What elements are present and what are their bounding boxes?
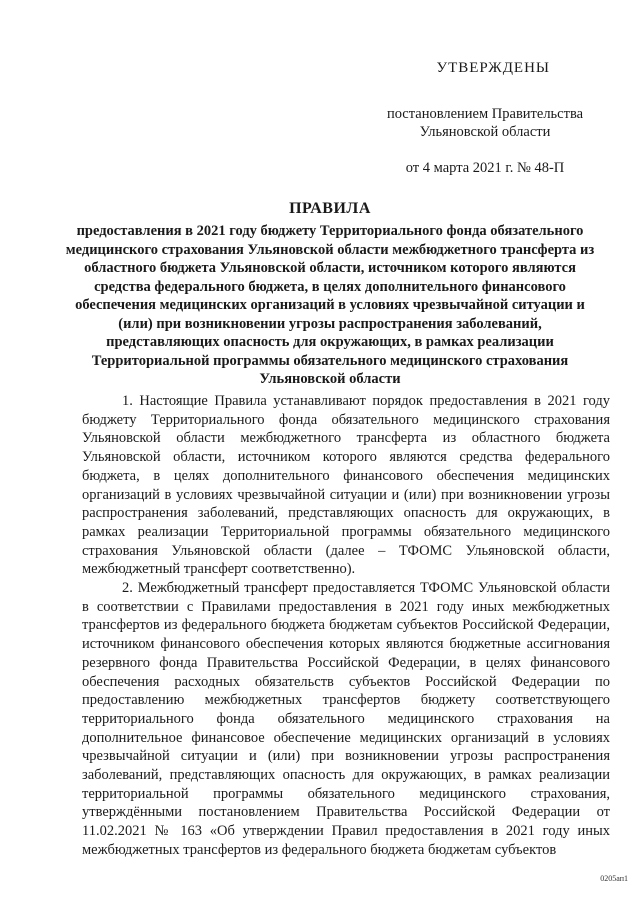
approval-block xyxy=(300,60,600,177)
paragraph-2: 2. Межбюджетный трансферт предоставляется ТФОМС Ульяновской области в соответствии с Правилами предоставления в 2021 году иных межбюджетных трансфертов из федерального бюджета бюджетам субъектов Российской Федерации, источником финансового обеспечения которых являются бюджетные ассигнования резервного фонда Правительства Российской Федерации, в целях финансового обеспечения расходных обязательств субъектов Российской Федерации по предоставлению межбюджетных трансфертов бюджету соответствующего территориального фонда обязательного медицинского страхования на дополнительное финансовое обеспечение медицинских организаций в условиях чрезвычайной ситуации и (или) при возникновении угрозы распространения заболеваний, представляющих опасность для окружающих, в рамках реализации территориальной программы обязательного медицинского страхования, утверждёнными постановлением Правительства Российской Федерации от 11.02.2021 № 163 «Об утверждении Правил предоставления в 2021 году иных межбюджетных трансфертов из федерального бюджета бюджетам субъектов xyxy=(82,580,610,858)
document-body xyxy=(82,392,610,860)
document-subtitle: предоставления в 2021 году бюджету Территориального фонда обязательного медицинского страхования Ульяновской области межбюджетного трансферта из областного бюджета Ульяновской области, источником которого являются средства федерального бюджета, в целях дополнительного финансового обеспечения медицинских организаций в условиях чрезвычайной ситуации и (или) при возникновении угрозы распространения заболеваний, представляющих опасность для окружающих, в рамках реализации Территориальной программы обязательного медицинского страхования Ульяновской области xyxy=(65,223,595,387)
paragraph-1: 1. Настоящие Правила устанавливают порядок предоставления в 2021 году бюджету Территориального фонда обязательного медицинского страхования Ульяновской области межбюджетного трансферта из областного бюджета Ульяновской области, источником которого являются средства федерального бюджета, в целях дополнительного финансового обеспечения медицинских организаций в условиях чрезвычайной ситуации и (или) при возникновении угрозы распространения заболеваний, представляющих опасность для окружающих, в рамках реализации Территориальной программы обязательного медицинского страхования Ульяновской области (далее – ТФОМС Ульяновской области, межбюджетный трансферт соответственно). xyxy=(82,393,610,578)
document-heading xyxy=(60,200,600,389)
document-title: ПРАВИЛА xyxy=(289,200,371,217)
approval-line-2: Ульяновской области xyxy=(419,124,551,140)
approval-line-1: постановлением Правительства xyxy=(386,106,584,122)
approval-date-number: от 4 марта 2021 г. № 48-П xyxy=(405,160,565,176)
footer-code: 0205ап1 xyxy=(600,874,628,883)
approval-title: УТВЕРЖДЕНЫ xyxy=(436,60,550,76)
